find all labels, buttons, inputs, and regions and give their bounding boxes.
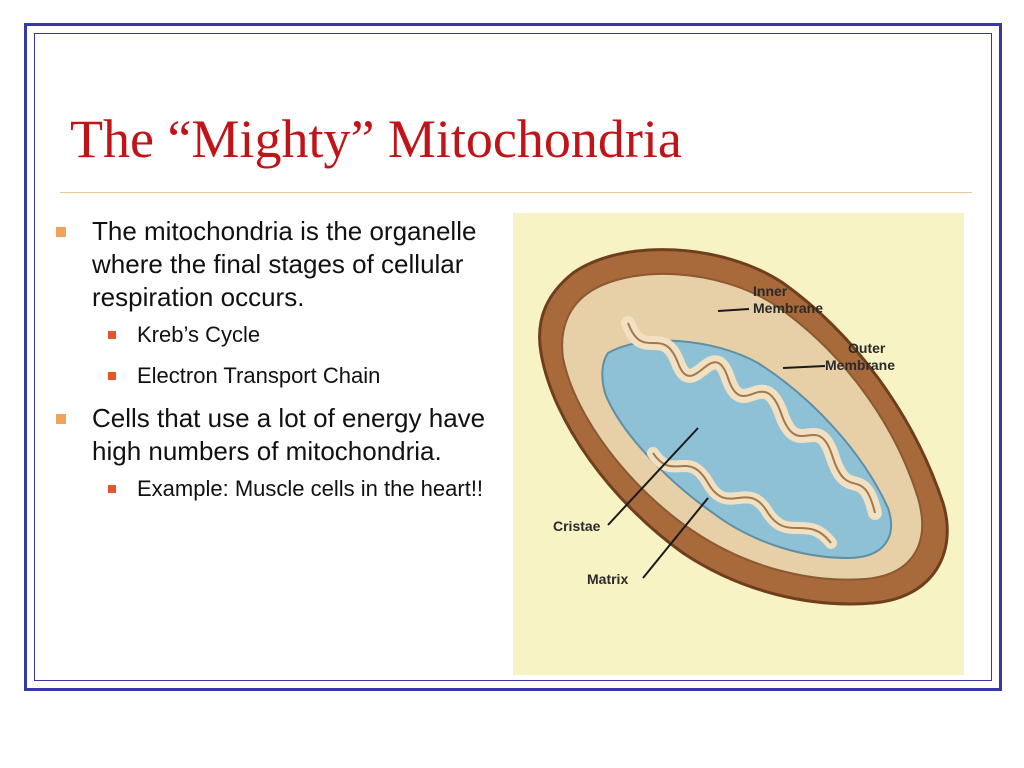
title-divider bbox=[60, 192, 972, 193]
slide-title: The “Mighty” Mitochondria bbox=[70, 109, 682, 169]
inner-membrane-label-line-1: Inner bbox=[753, 283, 788, 299]
sub-bullet-text: Example: Muscle cells in the heart!! bbox=[137, 476, 484, 501]
bullet-square-icon bbox=[56, 414, 66, 424]
outer-membrane-label-line-2: Membrane bbox=[825, 357, 896, 373]
mitochondria-diagram bbox=[513, 213, 964, 675]
bullet-square-icon bbox=[56, 227, 66, 237]
sub-bullet-text: Kreb’s Cycle bbox=[137, 322, 261, 347]
cristae-label: Cristae bbox=[553, 518, 601, 534]
bullet-text: Cells that use a lot of energy have high numbers of mitochondria. bbox=[92, 403, 486, 466]
sub-bullet-item bbox=[56, 320, 496, 349]
sub-bullet-square-icon bbox=[108, 485, 116, 493]
bullet-text: The mitochondria is the organelle where the final stages of cellular respiration occurs. bbox=[92, 216, 477, 312]
sub-bullet-square-icon bbox=[108, 331, 116, 339]
sub-bullet-item bbox=[56, 361, 496, 390]
sub-bullet-square-icon bbox=[108, 372, 116, 380]
outer-membrane-label-line-1: Outer bbox=[848, 340, 886, 356]
sub-bullet-text: Electron Transport Chain bbox=[137, 363, 381, 388]
inner-membrane-label-line-2: Membrane bbox=[753, 300, 824, 316]
bullet-item bbox=[56, 215, 496, 314]
bullet-list bbox=[56, 215, 496, 515]
matrix-label: Matrix bbox=[587, 571, 629, 587]
bullet-item bbox=[56, 402, 496, 468]
sub-bullet-item bbox=[56, 474, 496, 503]
